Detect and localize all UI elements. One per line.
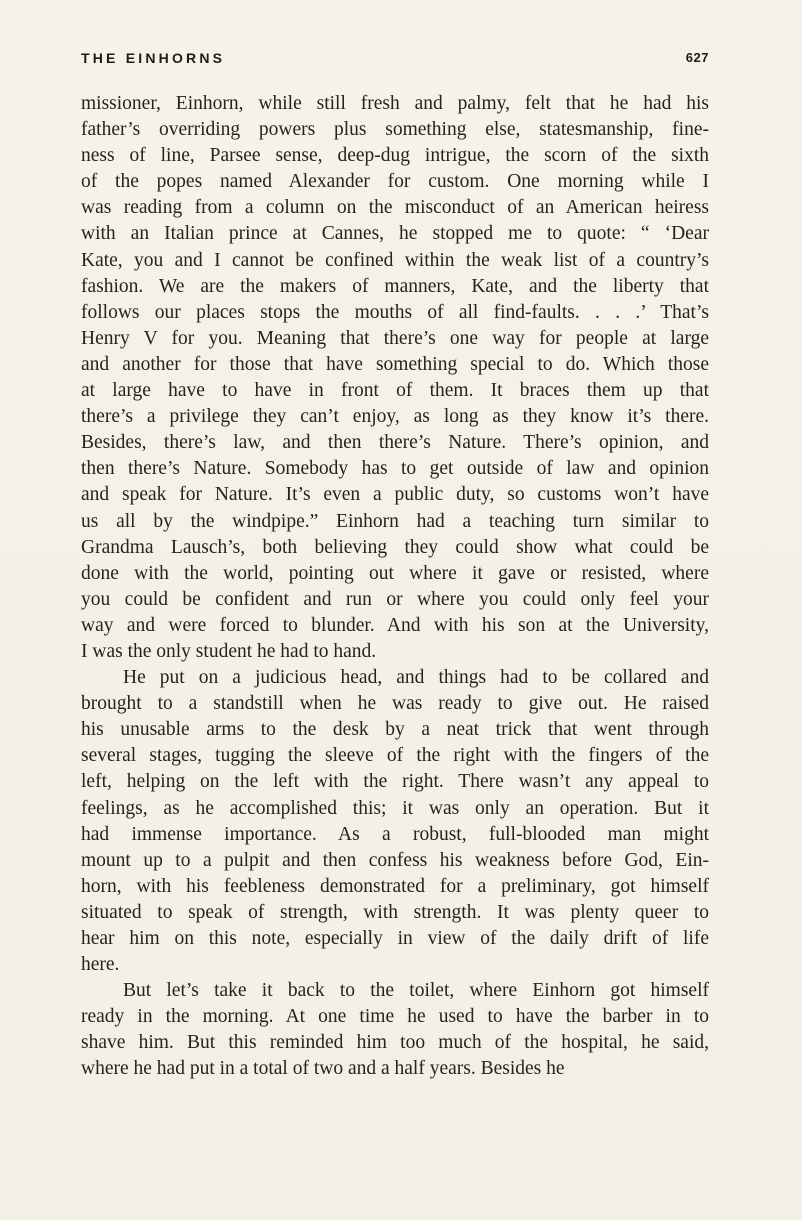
- text-line: fashion. We are the makers of manners, Kate, and the liberty that: [81, 275, 709, 297]
- text-line: brought to a standstill when he was ready to give out. He raised: [81, 693, 709, 715]
- text-line: But let’s take it back to the toilet, where Einhorn got himself: [123, 980, 709, 1002]
- text-line: mount up to a pulpit and then confess his weakness before God, Ein-: [81, 849, 709, 871]
- text-line: several stages, tugging the sleeve of the right with the fingers of the: [81, 745, 709, 767]
- text-line: Kate, you and I cannot be confined within the weak list of a country’s: [81, 249, 709, 271]
- text-line: ready in the morning. At one time he used to have the barber in to: [81, 1006, 709, 1028]
- text-line: Besides, there’s law, and then there’s Nature. There’s opinion, and: [81, 432, 709, 454]
- text-line: left, helping on the left with the right. There wasn’t any appeal to: [81, 771, 709, 793]
- paragraph: [81, 665, 709, 978]
- text-line: Grandma Lausch’s, both believing they could show what could be: [81, 536, 709, 558]
- paragraph: [81, 91, 709, 665]
- text-line: was reading from a column on the misconduct of an American heiress: [81, 197, 709, 219]
- text-line: done with the world, pointing out where it gave or resisted, where: [81, 562, 709, 584]
- text-line: had immense importance. As a robust, full-blooded man might: [81, 823, 709, 845]
- text-line: horn, with his feebleness demonstrated for a preliminary, got himself: [81, 875, 709, 897]
- text-line: and speak for Nature. It’s even a public duty, so customs won’t have: [81, 484, 709, 506]
- text-line: you could be confident and run or where you could only feel your: [81, 588, 709, 610]
- text-line: ness of line, Parsee sense, deep-dug intrigue, the scorn of the sixth: [81, 145, 709, 167]
- text-line: there’s a privilege they can’t enjoy, as long as they know it’s there.: [81, 406, 709, 428]
- running-head-title: THE EINHORNS: [81, 50, 226, 66]
- page-number: 627: [685, 50, 709, 65]
- text-line: and another for those that have something special to do. Which those: [81, 353, 709, 375]
- text-line: He put on a judicious head, and things had to be collared and: [123, 667, 709, 689]
- text-line: shave him. But this reminded him too much of the hospital, he said,: [81, 1032, 709, 1054]
- text-line: where he had put in a total of two and a half years. Besides he: [81, 1058, 565, 1080]
- text-line: his unusable arms to the desk by a neat trick that went through: [81, 719, 709, 741]
- text-line: feelings, as he accomplished this; it was only an operation. But it: [81, 797, 709, 819]
- text-line: us all by the windpipe.” Einhorn had a teaching turn similar to: [81, 510, 709, 532]
- text-line: at large have to have in front of them. It braces them up that: [81, 380, 709, 402]
- running-head: [81, 50, 711, 72]
- text-line: then there’s Nature. Somebody has to get outside of law and opinion: [81, 458, 709, 480]
- paragraph: [81, 978, 709, 1082]
- body-text: [81, 91, 709, 1083]
- text-line: with an Italian prince at Cannes, he stopped me to quote: “ ‘Dear: [81, 223, 709, 245]
- text-line: missioner, Einhorn, while still fresh and palmy, felt that he had his: [81, 93, 709, 114]
- text-line: situated to speak of strength, with strength. It was plenty queer to: [81, 901, 709, 923]
- text-line: I was the only student he had to hand.: [81, 640, 377, 662]
- text-line: of the popes named Alexander for custom. One morning while I: [81, 171, 709, 193]
- text-line: here.: [81, 954, 120, 976]
- text-line: hear him on this note, especially in view of the daily drift of life: [81, 928, 709, 949]
- text-line: follows our places stops the mouths of all find-faults. . . .’ That’s: [81, 301, 709, 323]
- text-line: Henry V for you. Meaning that there’s one way for people at large: [81, 327, 709, 349]
- text-line: father’s overriding powers plus something else, statesmanship, fine-: [81, 119, 709, 141]
- text-line: way and were forced to blunder. And with his son at the University,: [81, 614, 709, 636]
